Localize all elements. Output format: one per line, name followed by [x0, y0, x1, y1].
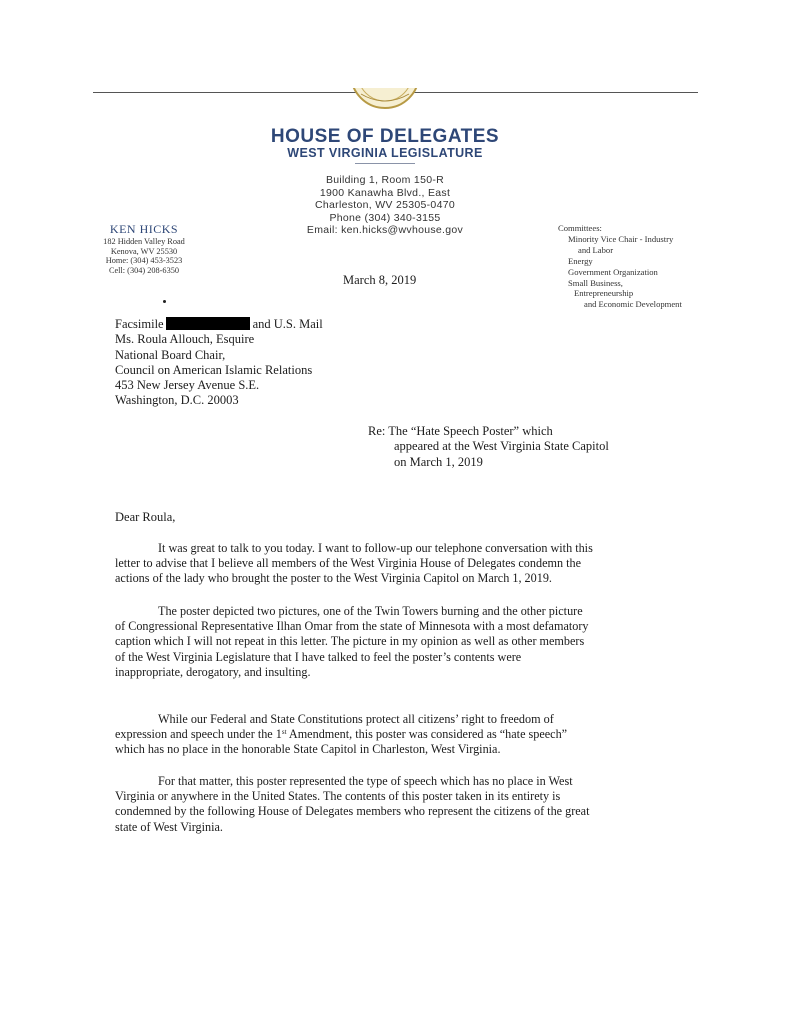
- letterhead-divider: [355, 163, 415, 164]
- recipient-block: [115, 317, 323, 409]
- paragraph-text: Amendment, this poster was considered as “hate speech”: [286, 727, 568, 742]
- stray-dot: [163, 300, 166, 303]
- subject-text: on March 1, 2019: [394, 454, 483, 469]
- paragraph-line: Virginia or anywhere in the United States. The contents of this poster taken in its entirety is: [115, 789, 561, 804]
- committee-item: Small Business,: [568, 277, 623, 288]
- paragraph-line: It was great to talk to you today. I want to follow-up our telephone conversation with this: [158, 541, 593, 555]
- recipient-line: Washington, D.C. 20003: [115, 393, 239, 408]
- paragraph-line: which has no place in the honorable State Capitol in Charleston, West Virginia.: [115, 742, 501, 757]
- recipient-line: 453 New Jersey Avenue S.E.: [115, 378, 260, 393]
- delivery-prefix: Facsimile: [115, 317, 164, 331]
- subject-text: Re: The “Hate Speech Poster” which: [368, 424, 553, 438]
- paragraph-line: state of West Virginia.: [115, 819, 223, 834]
- address-line: Phone (304) 340-3155: [329, 211, 441, 224]
- letterhead-subtitle: WEST VIRGINIA LEGISLATURE: [287, 146, 483, 160]
- body-paragraph-2: [115, 604, 685, 680]
- paragraph-line: inappropriate, derogatory, and insulting.: [115, 664, 311, 679]
- body-paragraph-3: [115, 712, 685, 758]
- committee-item: Government Organization: [568, 266, 658, 277]
- body-paragraph-4: [115, 774, 685, 835]
- sender-line: 182 Hidden Valley Road: [103, 237, 185, 246]
- paragraph-text: expression and speech under the 1: [115, 727, 282, 742]
- committee-item: Energy: [568, 255, 593, 266]
- paragraph-line: For that matter, this poster represented the type of speech which has no place in West: [158, 774, 573, 788]
- recipient-line: Ms. Roula Allouch, Esquire: [115, 332, 255, 347]
- address-line: 1900 Kanawha Blvd., East: [319, 186, 451, 199]
- state-seal-icon: [349, 88, 421, 110]
- address-line: Email: ken.hicks@wvhouse.gov: [306, 224, 464, 237]
- recipient-line: Council on American Islamic Relations: [115, 362, 313, 377]
- subject-line: [368, 424, 609, 470]
- delivery-line: [115, 317, 323, 332]
- address-line: Building 1, Room 150-R: [325, 174, 445, 186]
- committees-block: [558, 223, 708, 310]
- paragraph-line: caption which I will not repeat in this letter. The picture in my opinion as well as other members: [115, 634, 585, 649]
- sender-block: [84, 222, 204, 275]
- committee-item: Entrepreneurship: [574, 288, 634, 299]
- salutation: Dear Roula,: [115, 510, 176, 524]
- subject-text: appeared at the West Virginia State Capitol: [394, 439, 609, 454]
- address-line: Charleston, WV 25305-0470: [315, 199, 455, 212]
- committee-item: Minority Vice Chair - Industry: [568, 233, 674, 244]
- paragraph-line: of the West Virginia Legislature that I have talked to feel the poster’s contents were: [115, 649, 522, 664]
- paragraph-line: [115, 727, 685, 742]
- letter-date: March 8, 2019: [343, 273, 417, 287]
- paragraph-line: actions of the lady who brought the poster to the West Virginia Capitol on March 1, 2019.: [115, 571, 552, 586]
- letterhead-title: HOUSE OF DELEGATES: [270, 126, 500, 147]
- office-address: [240, 174, 530, 237]
- paragraph-line: The poster depicted two pictures, one of the Twin Towers burning and the other picture: [158, 604, 583, 618]
- sender-name: KEN HICKS: [109, 222, 179, 236]
- sender-line: Kenova, WV 25530: [110, 246, 178, 256]
- recipient-line: National Board Chair,: [115, 347, 226, 362]
- paragraph-line: letter to advise that I believe all members of the West Virginia House of Delegates condemn the: [115, 556, 582, 571]
- sender-line: Home: (304) 453-3523: [105, 256, 183, 266]
- sender-line: Cell: (304) 208-6350: [108, 265, 180, 275]
- ordinal-suffix: st: [281, 728, 287, 737]
- committee-item: and Economic Development: [584, 299, 682, 310]
- delivery-suffix: and U.S. Mail: [252, 317, 323, 331]
- redaction-bar: [166, 317, 250, 330]
- paragraph-line: While our Federal and State Constitutions protect all citizens’ right to freedom of: [158, 712, 554, 726]
- paragraph-line: condemned by the following House of Delegates members who represent the citizens of the great: [115, 804, 590, 819]
- committee-item: and Labor: [578, 244, 614, 255]
- committees-heading: Committees:: [558, 223, 602, 233]
- paragraph-line: of Congressional Representative Ilhan Omar from the state of Minnesota with a most defamatory: [115, 619, 589, 634]
- body-paragraph-1: [115, 541, 685, 587]
